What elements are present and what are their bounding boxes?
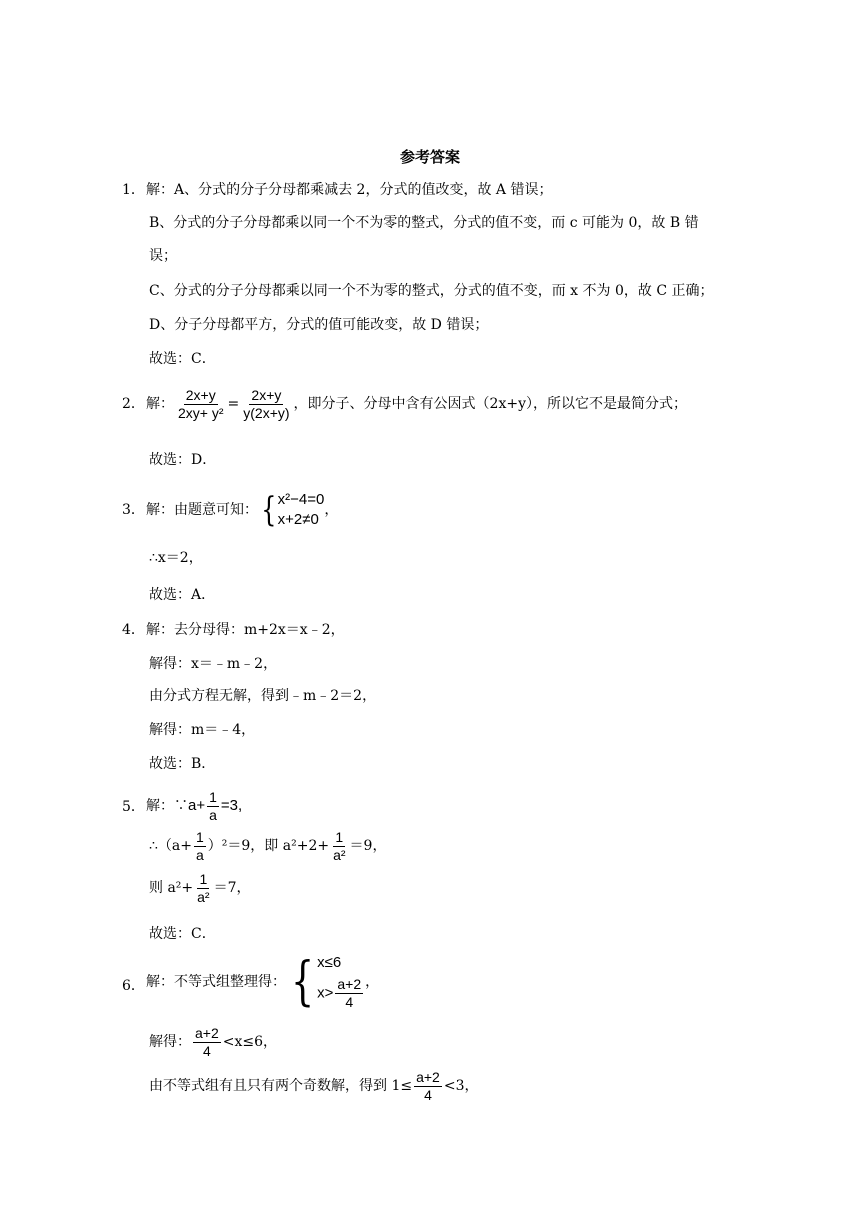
left-brace: {: [261, 490, 277, 530]
q5-line3-suffix: ＝7，: [213, 880, 251, 896]
denominator: a: [195, 846, 204, 863]
q6-fraction: [193, 1025, 221, 1060]
q3-eq2: x+2≠0: [277, 511, 319, 528]
q6-prefix: 解：不等式组整理得：: [146, 974, 286, 990]
denominator: 4: [202, 1042, 211, 1059]
q3-line2: ∴x＝2，: [149, 550, 203, 566]
q5-answer: 故选：C．: [149, 926, 216, 942]
q2-explanation: ，即分子、分母中含有公因式（2x+y），所以它不是最简分式；: [293, 396, 687, 412]
q1-line5: D、分子分母都平方，分式的值可能改变，故 D 错误；: [149, 317, 489, 333]
q5-fraction: [194, 829, 206, 864]
q2-answer: 故选：D．: [149, 452, 217, 468]
q6-line3-prefix: 由不等式组有且只有两个奇数解，得到 1≤: [149, 1078, 413, 1094]
q5-prefix: 解：∵: [146, 798, 188, 814]
numerator: 1: [209, 788, 217, 805]
q6-line3: [149, 1066, 478, 1106]
q5-fraction-a2: [195, 871, 211, 906]
q1-line2: B、分式的分子分母都乘以同一个不为零的整式，分式的值不变，而 c 可能为 0，故 B 错: [149, 215, 699, 231]
q5-line1: [146, 786, 242, 826]
q3-number: 3．: [122, 502, 145, 518]
q6-comma: ，: [365, 974, 380, 990]
q1-number: 1．: [122, 182, 145, 198]
denominator: a²: [333, 846, 346, 863]
q5-equals-3: =3,: [220, 797, 243, 814]
q6-system: [286, 951, 365, 1013]
q5-fraction: [207, 789, 219, 824]
q4-answer: 故选：B．: [149, 756, 216, 772]
q4-number: 4．: [122, 622, 145, 638]
q5-a-plus: a+: [188, 797, 206, 814]
q6-ineq2-lhs: x>: [317, 984, 334, 1002]
q6-fraction: [335, 976, 363, 1011]
q5-line2-middle: ）²＝9，即 a²+2+: [207, 838, 330, 854]
q6-line2-prefix: 解得：: [149, 1034, 191, 1050]
numerator: 2x+y: [251, 386, 282, 403]
q6-fraction: [414, 1069, 442, 1104]
q6-line2-suffix: <x≤6，: [222, 1034, 278, 1050]
page-title: 参考答案: [399, 148, 460, 166]
q6-line3-suffix: <3，: [443, 1078, 479, 1094]
q6-ineq1: x≤6: [317, 953, 342, 971]
q4-line2: 解得：x＝﹣m﹣2，: [149, 656, 278, 672]
q5-line3-prefix: 则 a²+: [149, 880, 194, 896]
equals-sign: =: [227, 396, 240, 412]
q5-number: 5．: [122, 799, 145, 815]
numerator: 1: [195, 828, 204, 845]
q6-line2: [149, 1022, 277, 1062]
q5-line2-prefix: ∴（a+: [149, 838, 192, 854]
q1-line3: 误；: [149, 248, 177, 264]
numerator: 1: [335, 828, 344, 845]
q4-line4: 解得：m＝﹣4，: [149, 722, 256, 738]
denominator: 4: [424, 1086, 432, 1103]
denominator: 4: [345, 994, 354, 1011]
q1-line4: C、分式的分子分母都乘以同一个不为零的整式，分式的值不变，而 x 不为 0，故 C 正确；: [149, 283, 714, 299]
q6-line1: [146, 950, 379, 1014]
q2-line1: [146, 384, 687, 424]
denominator: a: [209, 806, 217, 823]
numerator: a+2: [337, 976, 362, 993]
q6-ineq2: [317, 976, 365, 1011]
q3-system: [258, 490, 324, 530]
q1-line1: 解：A、分式的分子分母都乘减去 2，分式的值改变，故 A 错误；: [146, 182, 553, 198]
q1-answer: 故选：C．: [149, 351, 216, 367]
q3-prefix: 解：由题意可知：: [146, 502, 258, 518]
q3-line1: [146, 486, 338, 534]
denominator: 2xy+ y²: [178, 404, 224, 421]
q4-line3: 由分式方程无解，得到﹣m﹣2＝2，: [149, 688, 377, 704]
q3-eq1: x²−4=0: [277, 491, 325, 508]
q2-fraction-left: [176, 387, 226, 422]
numerator: 2x+y: [185, 386, 216, 403]
q3-comma: ，: [324, 502, 339, 518]
q5-fraction-a2: [331, 829, 347, 864]
left-brace: {: [290, 952, 315, 1012]
denominator: y(2x+y): [243, 404, 290, 421]
q2-prefix: 解：: [146, 396, 174, 412]
denominator: a²: [197, 888, 210, 905]
q6-number: 6．: [122, 978, 145, 994]
q4-line1: 解：去分母得：m+2x＝x﹣2，: [146, 622, 345, 638]
numerator: a+2: [195, 1024, 219, 1041]
numerator: 1: [199, 870, 208, 887]
q2-fraction-right: [241, 387, 291, 422]
q2-number: 2．: [122, 396, 145, 412]
q5-line3: [149, 868, 251, 908]
q5-line2-suffix: ＝9，: [349, 838, 387, 854]
q3-answer: 故选：A．: [149, 587, 216, 603]
numerator: a+2: [416, 1068, 440, 1085]
q5-line2: [149, 826, 386, 866]
